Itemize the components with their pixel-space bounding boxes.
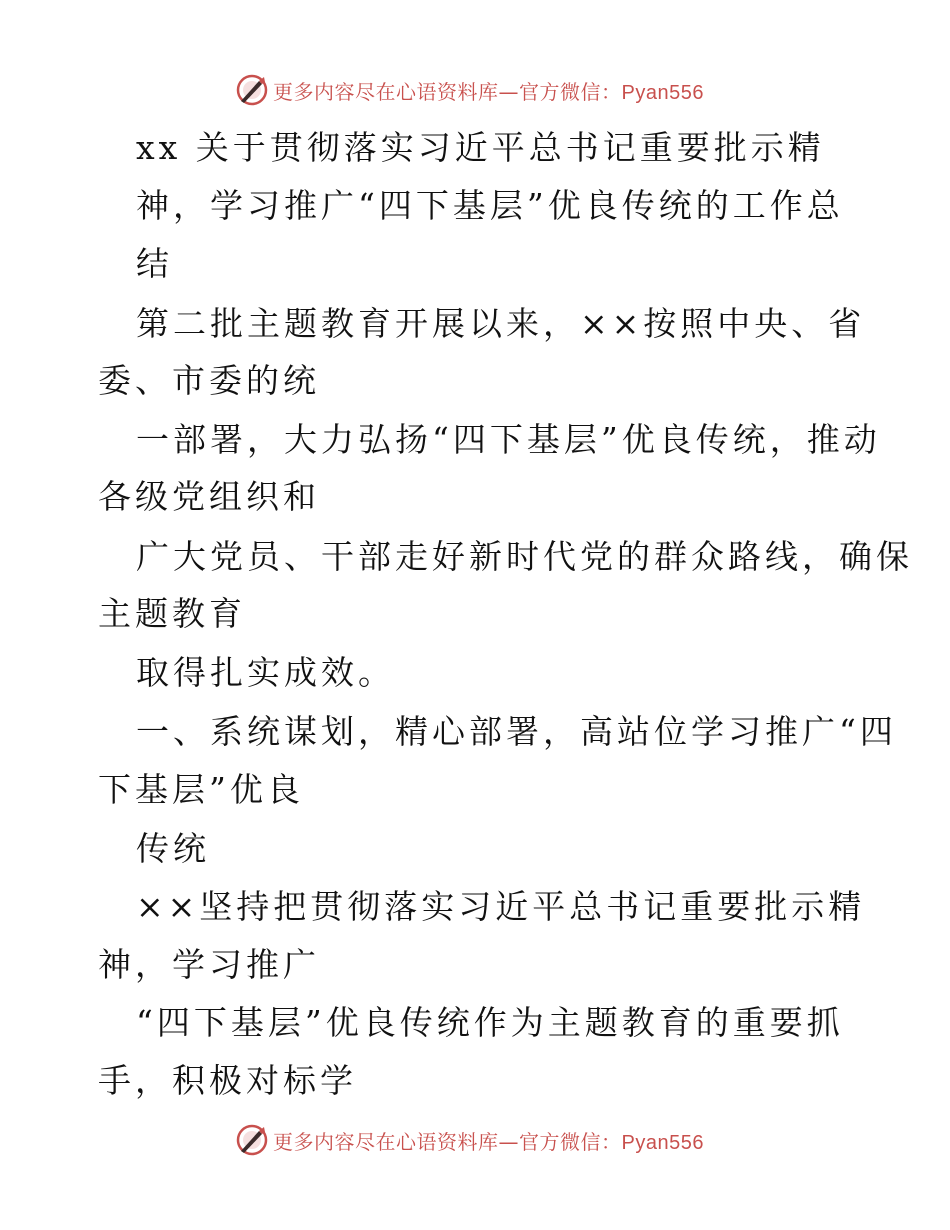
text-line: 取得扎实成效。 [136,653,395,692]
text-line: 主题教育 [98,594,246,633]
text-line: 委、市委的统 [98,361,320,400]
section-heading-line: 下基层”优良 [98,770,304,809]
section-heading-line: 传统 [136,829,210,868]
text-line: “四下基层”优良传统作为主题教育的重要抓 [136,1003,844,1042]
text-line: 一部署，大力弘扬“四下基层”优良传统，推动 [136,420,881,459]
quill-seal-icon [235,73,269,107]
text-line: 手，积极对标学 [98,1061,357,1100]
banner-text: 更多内容尽在心语资料库—官方微信：Pyan556 [273,1129,704,1154]
title-line-3: 结 [136,244,173,283]
text-line: ××坚持把贯彻落实习近平总书记重要批示精 [136,887,866,926]
footer-banner [235,1120,704,1160]
text-line: 神，学习推广 [98,945,320,984]
section-heading-line: 一、系统谋划，精心部署，高站位学习推广“四 [136,712,897,751]
text-line: 各级党组织和 [98,477,320,516]
banner-text: 更多内容尽在心语资料库—官方微信：Pyan556 [273,79,704,104]
text-line: 第二批主题教育开展以来，××按照中央、省 [136,304,866,343]
title-line-2: 神，学习推广“四下基层”优良传统的工作总 [136,186,844,225]
title-line-1: xx 关于贯彻落实习近平总书记重要批示精 [136,128,825,167]
header-banner [235,70,704,110]
text-line: 广大党员、干部走好新时代党的群众路线，确保 [136,537,913,576]
quill-seal-icon [235,1123,269,1157]
